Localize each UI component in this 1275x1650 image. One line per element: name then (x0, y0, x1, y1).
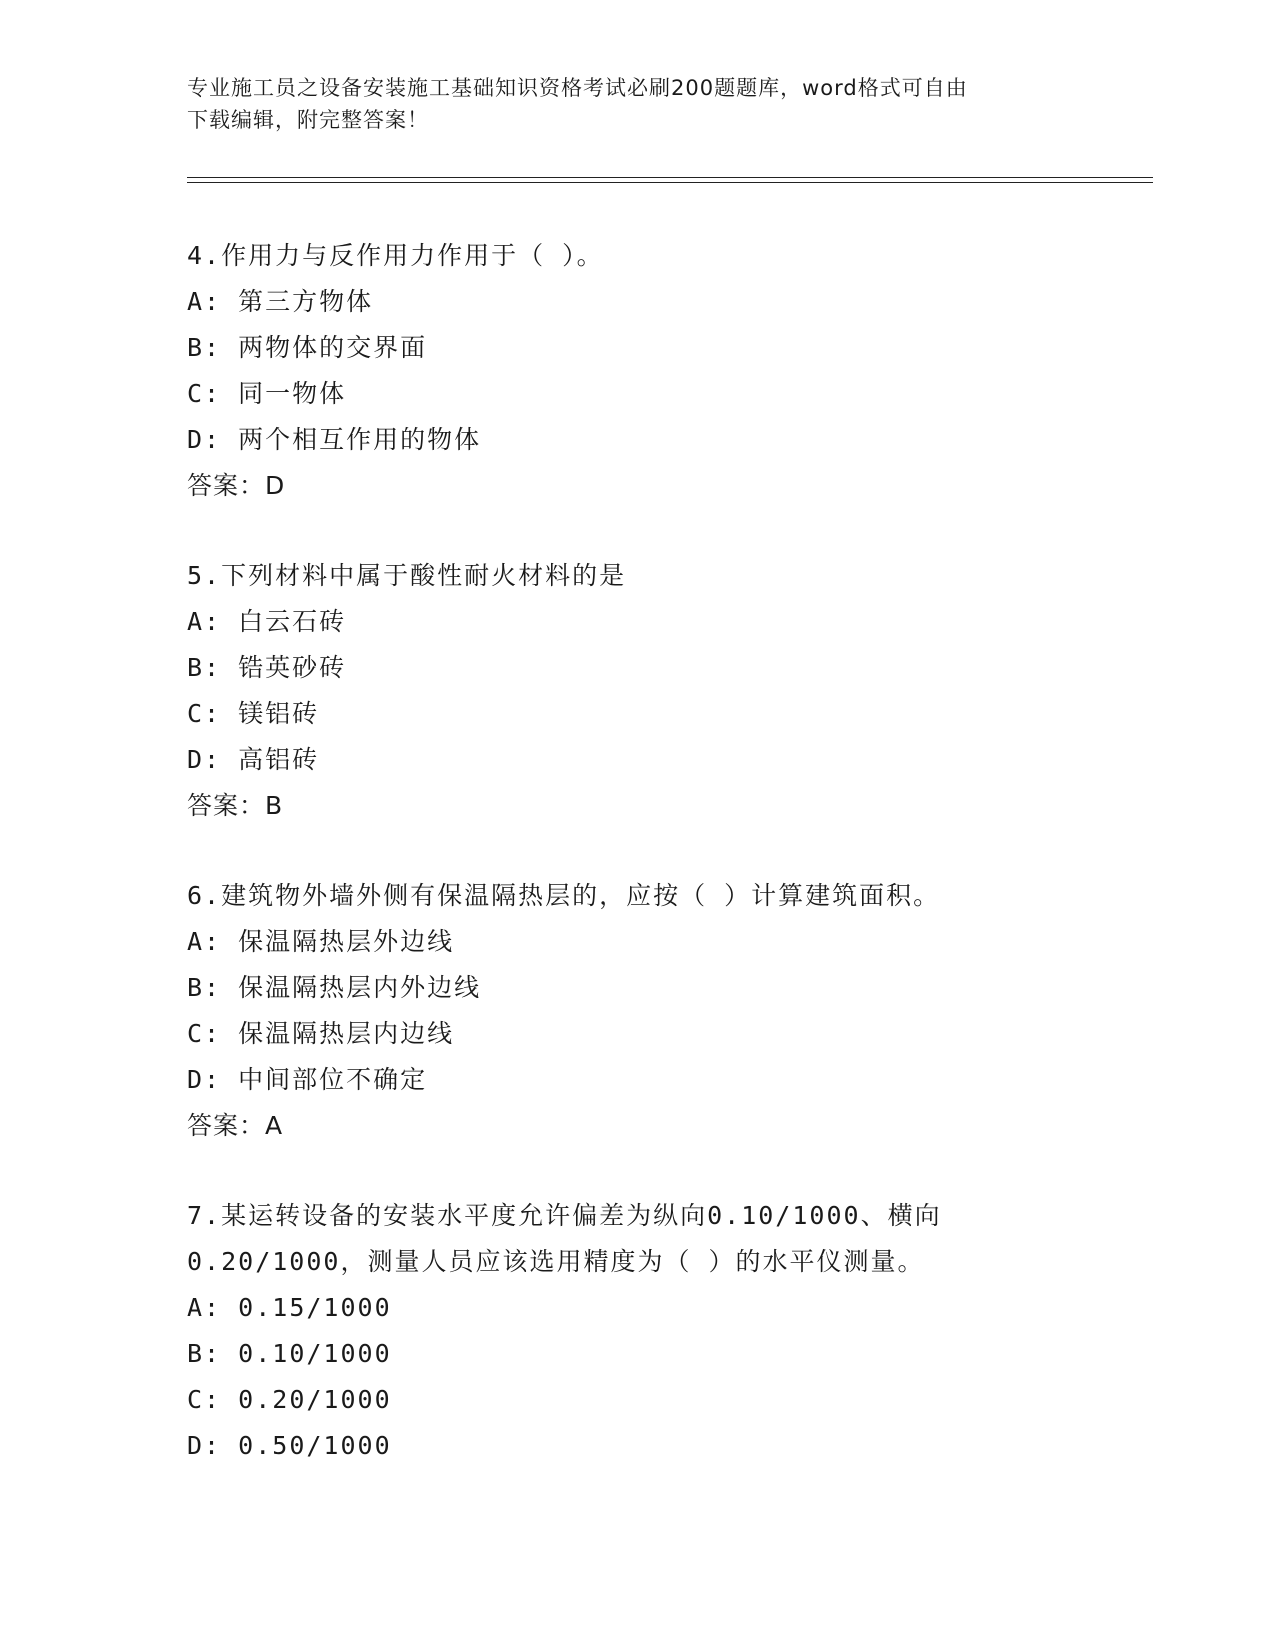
option-a (187, 1285, 1087, 1331)
option-text: 保温隔热层内外边线 (238, 973, 482, 1002)
option-text: 0.50/1000 (238, 1431, 392, 1460)
option-b (187, 645, 1087, 691)
option-text: 锆英砂砖 (238, 653, 347, 682)
document-header (187, 72, 1067, 136)
question-stem-line-2: 0.20/1000，测量人员应该选用精度为（ ）的水平仪测量。 (187, 1247, 925, 1276)
option-text: 镁铝砖 (238, 699, 320, 728)
question-stem: 4.作用力与反作用力作用于（ ）。 (187, 241, 604, 270)
option-text: 0.15/1000 (238, 1293, 392, 1322)
option-c (187, 371, 1087, 417)
option-c (187, 1011, 1087, 1057)
option-key: A: (187, 607, 222, 636)
answer-line: 答案：D (187, 471, 286, 500)
answer-line: 答案：A (187, 1111, 284, 1140)
header-divider-bottom (187, 182, 1153, 183)
option-d (187, 1423, 1087, 1469)
option-d (187, 417, 1087, 463)
option-key: D: (187, 1431, 222, 1460)
option-key: B: (187, 1339, 222, 1368)
option-key: D: (187, 1065, 222, 1094)
header-divider-top (187, 177, 1153, 178)
option-text: 0.20/1000 (238, 1385, 392, 1414)
option-c (187, 691, 1087, 737)
header-line-1: 专业施工员之设备安装施工基础知识资格考试必刷200题题库，word格式可自由 (187, 76, 968, 100)
option-text: 两物体的交界面 (238, 333, 428, 362)
option-key: A: (187, 927, 222, 956)
option-text: 保温隔热层外边线 (238, 927, 455, 956)
option-text: 两个相互作用的物体 (238, 425, 482, 454)
answer-line: 答案：B (187, 791, 284, 820)
question-5 (187, 553, 1087, 829)
option-key: D: (187, 425, 222, 454)
option-b (187, 325, 1087, 371)
option-text: 0.10/1000 (238, 1339, 392, 1368)
option-key: A: (187, 1293, 222, 1322)
option-a (187, 279, 1087, 325)
option-text: 保温隔热层内边线 (238, 1019, 455, 1048)
option-key: B: (187, 973, 222, 1002)
option-d (187, 737, 1087, 783)
option-b (187, 1331, 1087, 1377)
option-key: C: (187, 379, 222, 408)
question-7 (187, 1193, 1087, 1469)
option-a (187, 599, 1087, 645)
option-d (187, 1057, 1087, 1103)
question-6 (187, 873, 1087, 1149)
option-text: 白云石砖 (238, 607, 347, 636)
option-key: C: (187, 699, 222, 728)
option-b (187, 965, 1087, 1011)
option-text: 中间部位不确定 (238, 1065, 428, 1094)
option-key: D: (187, 745, 222, 774)
option-a (187, 919, 1087, 965)
option-key: A: (187, 287, 222, 316)
option-key: C: (187, 1019, 222, 1048)
header-line-2: 下载编辑，附完整答案！ (187, 108, 429, 132)
option-text: 第三方物体 (238, 287, 374, 316)
option-key: B: (187, 653, 222, 682)
option-key: B: (187, 333, 222, 362)
question-stem: 5.下列材料中属于酸性耐火材料的是 (187, 561, 627, 590)
question-stem: 6.建筑物外墙外侧有保温隔热层的，应按（ ）计算建筑面积。 (187, 881, 941, 910)
option-key: C: (187, 1385, 222, 1414)
option-text: 高铝砖 (238, 745, 320, 774)
option-text: 同一物体 (238, 379, 347, 408)
question-4 (187, 233, 1087, 509)
question-stem-line-1: 7.某运转设备的安装水平度允许偏差为纵向0.10/1000、横向 (187, 1201, 942, 1230)
option-c (187, 1377, 1087, 1423)
